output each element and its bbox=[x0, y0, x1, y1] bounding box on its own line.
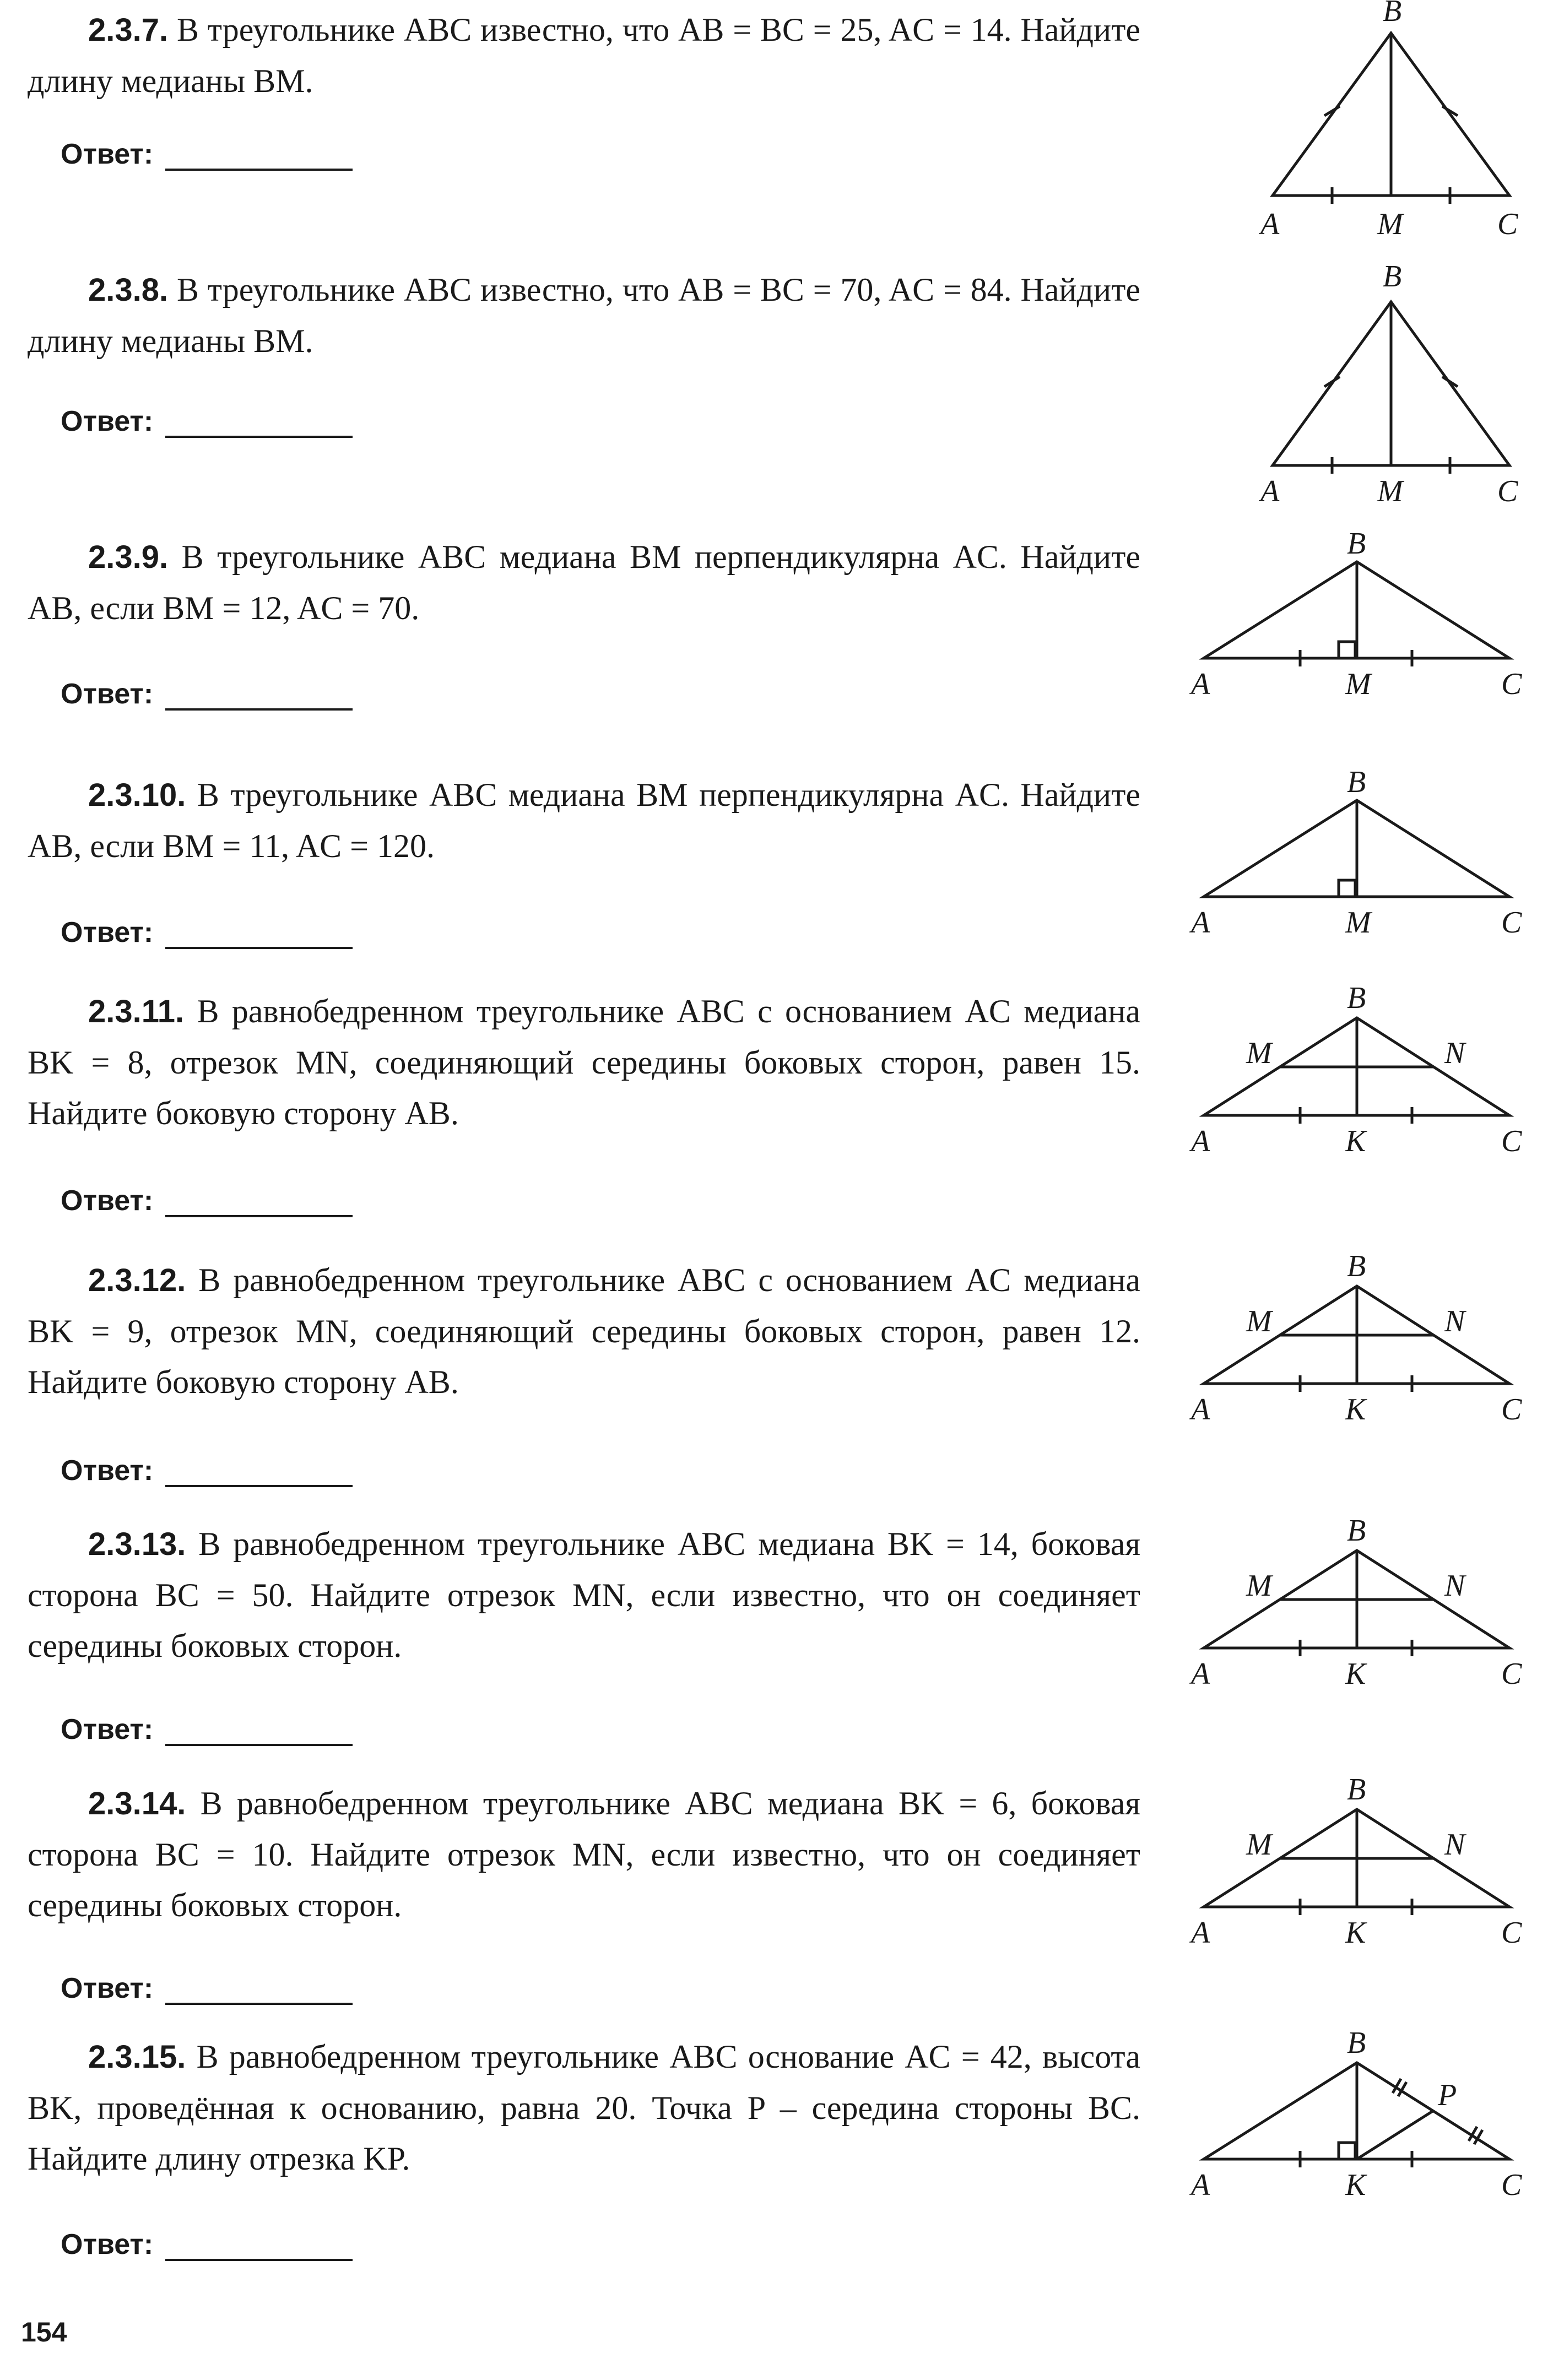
answer-line bbox=[61, 677, 353, 711]
problem-2-3-11 bbox=[28, 986, 1140, 1139]
label-m: M bbox=[1377, 474, 1403, 507]
label-m: M bbox=[1345, 906, 1371, 940]
label-b: B bbox=[1347, 1249, 1366, 1283]
problem-number: 2.3.12. bbox=[88, 1262, 186, 1298]
label-n: N bbox=[1444, 1304, 1465, 1338]
answer-blank[interactable] bbox=[165, 1738, 353, 1746]
label-c: C bbox=[1501, 1392, 1522, 1427]
label-n: N bbox=[1444, 1036, 1465, 1070]
problem-2-3-9 bbox=[28, 532, 1140, 633]
label-m: M bbox=[1246, 1304, 1272, 1338]
problem-number: 2.3.9. bbox=[88, 539, 169, 575]
problem-body: В равнобедренном треугольнике ABC основание AC = 42, высота BK, проведённая к основанию, равна 20. Точка P – середина стороны BC. Найдите длину отрезка KP. bbox=[28, 2039, 1140, 2177]
label-m: M bbox=[1246, 1036, 1272, 1070]
label-m: M bbox=[1246, 1828, 1272, 1862]
problem-text bbox=[28, 2031, 1140, 2184]
answer-line bbox=[61, 1184, 353, 1217]
label-m: M bbox=[1345, 667, 1371, 701]
answer-line bbox=[61, 138, 353, 171]
label-m: M bbox=[1377, 207, 1403, 241]
answer-line bbox=[61, 405, 353, 438]
label-n: N bbox=[1444, 1569, 1465, 1603]
answer-label: Ответ: bbox=[61, 138, 154, 170]
answer-line bbox=[61, 2228, 353, 2261]
label-b: B bbox=[1383, 0, 1402, 28]
label-c: C bbox=[1501, 1916, 1522, 1950]
problem-number: 2.3.15. bbox=[88, 2039, 186, 2075]
problem-text bbox=[28, 1519, 1140, 1671]
label-b: B bbox=[1347, 981, 1366, 1015]
problem-number: 2.3.8. bbox=[88, 272, 169, 308]
answer-label: Ответ: bbox=[61, 405, 154, 437]
problem-text bbox=[28, 1255, 1140, 1407]
label-a: A bbox=[1191, 1392, 1210, 1427]
triangle-diagram bbox=[1184, 526, 1543, 708]
label-b: B bbox=[1347, 2026, 1366, 2060]
triangle-diagram bbox=[1184, 1769, 1543, 1956]
answer-blank[interactable] bbox=[165, 1997, 353, 2005]
label-a: A bbox=[1191, 1916, 1210, 1950]
label-c: C bbox=[1501, 1657, 1522, 1691]
problem-body: В треугольнике ABC медиана BM перпендикулярна AC. Найдите AB, если BM = 11, AC = 120. bbox=[28, 777, 1140, 864]
problem-2-3-14 bbox=[28, 1778, 1140, 1931]
answer-line bbox=[61, 1713, 353, 1746]
answer-blank[interactable] bbox=[165, 1479, 353, 1487]
answer-label: Ответ: bbox=[61, 1455, 154, 1487]
problem-body: В треугольнике ABC медиана BM перпендикулярна AC. Найдите AB, если BM = 12, AC = 70. bbox=[28, 539, 1140, 626]
problem-number: 2.3.11. bbox=[88, 994, 185, 1029]
figure-2-3-9 bbox=[1184, 526, 1543, 708]
label-p: P bbox=[1438, 2078, 1457, 2112]
label-k: K bbox=[1345, 2168, 1366, 2202]
label-c: C bbox=[1497, 207, 1518, 241]
problem-2-3-10 bbox=[28, 769, 1140, 871]
answer-line bbox=[61, 1454, 353, 1487]
answer-blank[interactable] bbox=[165, 1210, 353, 1217]
label-a: A bbox=[1260, 207, 1280, 241]
label-a: A bbox=[1191, 906, 1210, 940]
label-k: K bbox=[1345, 1657, 1366, 1691]
problem-2-3-13 bbox=[28, 1519, 1140, 1671]
figure-2-3-15 bbox=[1184, 2023, 1543, 2210]
label-c: C bbox=[1501, 906, 1522, 940]
problem-body: В треугольнике ABC известно, что AB = BC = 25, AC = 14. Найдите длину медианы BM. bbox=[28, 12, 1141, 99]
label-c: C bbox=[1497, 474, 1518, 507]
answer-blank[interactable] bbox=[165, 703, 353, 711]
problem-2-3-15 bbox=[28, 2031, 1140, 2184]
triangle-diagram bbox=[1184, 1246, 1543, 1433]
problem-number: 2.3.7. bbox=[88, 12, 169, 48]
triangle-diagram bbox=[1184, 1510, 1543, 1698]
problem-text bbox=[28, 4, 1140, 106]
triangle-diagram bbox=[1184, 264, 1543, 507]
answer-label: Ответ: bbox=[61, 1185, 154, 1217]
problem-body: В равнобедренном треугольнике ABC медиана BK = 6, боковая сторона BC = 10. Найдите отрезок MN, если известно, что он соединяет середины боковых сторон. bbox=[28, 1785, 1140, 1923]
label-b: B bbox=[1347, 765, 1366, 799]
triangle-diagram bbox=[1184, 763, 1543, 945]
label-k: K bbox=[1345, 1392, 1366, 1427]
answer-blank[interactable] bbox=[165, 941, 353, 949]
problem-text bbox=[28, 986, 1140, 1139]
problem-body: В равнобедренном треугольнике ABC с основанием AC медиана BK = 9, отрезок MN, соединяющий середины боковых сторон, равен 12. Найдите боковую сторону AB. bbox=[28, 1262, 1141, 1400]
label-b: B bbox=[1347, 1514, 1366, 1548]
problem-2-3-8 bbox=[28, 264, 1140, 366]
label-k: K bbox=[1345, 1124, 1366, 1158]
problem-number: 2.3.13. bbox=[88, 1526, 186, 1562]
problem-2-3-12 bbox=[28, 1255, 1140, 1407]
label-a: A bbox=[1260, 474, 1280, 507]
figure-2-3-14 bbox=[1184, 1769, 1543, 1956]
answer-blank[interactable] bbox=[165, 2253, 353, 2261]
figure-2-3-13 bbox=[1184, 1510, 1543, 1698]
problem-text bbox=[28, 1778, 1140, 1931]
triangle-diagram bbox=[1184, 0, 1543, 242]
triangle-diagram bbox=[1184, 978, 1543, 1165]
figure-2-3-8 bbox=[1184, 264, 1543, 507]
answer-label: Ответ: bbox=[61, 678, 154, 710]
label-b: B bbox=[1383, 264, 1402, 294]
problem-2-3-7 bbox=[28, 4, 1140, 106]
answer-line bbox=[61, 1972, 353, 2005]
label-m: M bbox=[1246, 1569, 1272, 1603]
problem-body: В равнобедренном треугольнике ABC с основанием AC медиана BK = 8, отрезок MN, соединяющий середины боковых сторон, равен 15. Найдите боковую сторону AB. bbox=[28, 993, 1141, 1131]
label-k: K bbox=[1345, 1916, 1366, 1950]
label-n: N bbox=[1444, 1828, 1465, 1862]
answer-label: Ответ: bbox=[61, 917, 154, 948]
problem-text bbox=[28, 264, 1140, 366]
label-c: C bbox=[1501, 667, 1522, 701]
problem-number: 2.3.14. bbox=[88, 1786, 186, 1821]
label-b: B bbox=[1347, 527, 1366, 561]
label-c: C bbox=[1501, 1124, 1522, 1158]
problem-number: 2.3.10. bbox=[88, 777, 186, 813]
label-a: A bbox=[1191, 667, 1210, 701]
answer-line bbox=[61, 916, 353, 949]
figure-2-3-11 bbox=[1184, 978, 1543, 1165]
answer-label: Ответ: bbox=[61, 1972, 154, 2004]
problem-body: В равнобедренном треугольнике ABC медиана BK = 14, боковая сторона BC = 50. Найдите отрезок MN, если известно, что он соединяет середины боковых сторон. bbox=[28, 1526, 1141, 1664]
problem-text bbox=[28, 769, 1140, 871]
figure-2-3-7 bbox=[1184, 0, 1543, 242]
answer-blank[interactable] bbox=[165, 163, 353, 171]
answer-label: Ответ: bbox=[61, 2229, 154, 2260]
answer-label: Ответ: bbox=[61, 1714, 154, 1745]
label-a: A bbox=[1191, 2168, 1210, 2202]
label-b: B bbox=[1347, 1772, 1366, 1807]
label-a: A bbox=[1191, 1124, 1210, 1158]
problem-body: В треугольнике ABC известно, что AB = BC = 70, AC = 84. Найдите длину медианы BM. bbox=[28, 272, 1141, 359]
label-c: C bbox=[1501, 2168, 1522, 2202]
triangle-diagram bbox=[1184, 2023, 1543, 2210]
label-a: A bbox=[1191, 1657, 1210, 1691]
page-number: 154 bbox=[21, 2317, 67, 2348]
figure-2-3-10 bbox=[1184, 763, 1543, 945]
figure-2-3-12 bbox=[1184, 1246, 1543, 1433]
problem-text bbox=[28, 532, 1140, 633]
answer-blank[interactable] bbox=[165, 430, 353, 438]
